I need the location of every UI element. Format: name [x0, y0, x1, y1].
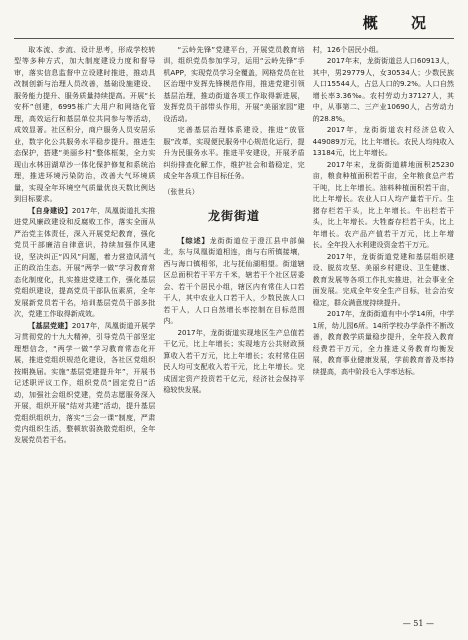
- paragraph: [14, 205, 155, 320]
- paragraph-text: 龙街街道位于澄江县中部偏北，东与凤凰街道相连，南与右所镇接壤，西与海口镇相邻，北与抚仙湖相望。街道辖区总面积若干平方千米，辖若干个社区居委会、若干个居民小组，辖区内有常住人口若干人，其中农业人口若干人，少数民族人口若干人，人口自然增长率控制在目标范围内。: [163, 235, 305, 326]
- column-1: [14, 44, 155, 622]
- paragraph: 取本流、步流、设计思考，形成学校转型等多种方式，加大制度建设力度和督导审，落实信息监督中立设建时推进，推动具改制创新与治理人员改善，基础设施建设、服务能力提升、服务质量持续提高。开展“长安杯”创建，6995栋广大用户和网络化管理，高效运行和基层单位共同参与等活动，成效显著。社区积分，商户服务人员安居乐业，数字化公共服务水平稳步提升。推进生态保护，搭建“美丽乡村”整体框架，全力实现山水林田湖草沙一体化保护修复和系统治理，推进环境污染防治，改善大气环境质量，实现全年环境空气质量优良天数比例达到目标要求。: [14, 45, 156, 204]
- paragraph: “云岭先锋”党建平台，开展党员教育培训，组织党员参加学习，运用“云岭先锋”手机APP，实现党员学习全覆盖，网格党员在社区治理中发挥先锋模范作用，推进党建引领基层治理，推动街道各项工作取得新进展，发挥党员干部带头作用，开展“美丽家园”建设活动。: [163, 45, 305, 123]
- column-2: [163, 44, 304, 622]
- page-number: — 51 —: [402, 619, 434, 628]
- paragraph: 2017年末，龙街街道耕地面积25230亩，粮食种植面积若干亩，全年粮食总产若干吨，比上年增长。油料种植面积若干亩，比上年增长。农业人口人均产量若干斤。生猪存栏若干头，比上年增长。牛出栏若干头，比上年增长。大牲畜存栏若干头，比上年增长。农产品产值若干万元，比上年增长。全年投入水利建设资金若干万元。: [312, 159, 454, 250]
- paragraph: [163, 235, 304, 327]
- paragraph: [14, 320, 155, 446]
- column-3: [313, 44, 454, 622]
- paragraph: 村，126个居民小组。: [312, 45, 383, 54]
- header-divider: [14, 38, 454, 39]
- paragraph: 完善基层治理体系建设，推进“放管服”改革，实现便民服务中心规范化运行，提升为民服务水平。推进平安建设，开展矛盾纠纷排查化解工作，维护社会和谐稳定，完成全年各项工作目标任务。: [163, 125, 305, 181]
- paragraph: 2017年末，龙街街道总人口60913人，其中，男29779人，女30534人；少数民族人口15544人，占总人口的9.2%。人口自然增长率3.36‰。农村劳动力37127人，其中，从事第二、三产业10690人，占劳动力的28.8%。: [312, 56, 454, 123]
- section-tag: 【综述】: [177, 235, 210, 245]
- paragraph-text: 2017年，凤凰街道开展学习贯彻党的十九大精神，引导党员干部坚定理想信念，“两学一做”学习教育常态化开展，推进党组织规范化建设，各社区党组织按期换届。实施“基层党建提升年”，开展书记述职评议工作，组织党员“固定党日”活动，加强社会组织党建，党员志愿服务深入开展，组织开展“结对共建”活动，提升基层党组织组织力，落实“三会一课”制度，严肃党内组织生活，整顿软弱涣散党组织，全年发展党员若干名。: [14, 320, 156, 445]
- paragraph: 2017年，龙街街道党建和基层组织建设、脱贫攻坚、美丽乡村建设、卫生健康、教育发展等各项工作扎实推进，社会事业全面发展。完成全年安全生产目标，社会治安稳定，群众满意度持续提升。: [312, 251, 454, 307]
- paragraph: 2017年，龙街街道实现地区生产总值若干亿元，比上年增长；实现地方公共财政预算收入若干万元，比上年增长；农村常住居民人均可支配收入若干元，比上年增长。完成固定资产投资若干亿元，经济社会保持平稳较快发展。: [163, 327, 305, 395]
- section-tag: 【基层党建】: [28, 320, 72, 330]
- section-tag: 【自身建设】: [28, 205, 72, 215]
- paragraph-text: 2017年，凤凰街道扎实推进党风廉政建设和反腐败工作，落实全面从严治党主体责任，深入开展党纪教育，强化党员干部廉洁自律意识，持续加强作风建设，坚决纠正“四风”问题，着力营造风清气正的政治生态。开展“两学一做”学习教育常态化制度化，扎实推进党建工作，强化基层党组织建设，提高党员干部队伍素质，全年发展新党员若干名，培训基层党员干部多批次，党建工作取得新成效。: [14, 205, 156, 319]
- paragraph: 2017年，龙街街道有中小学14所，中学1所，幼儿园6所。14所学校办学条件不断改善，教育教学质量稳步提升，全年投入教育经费若干万元，全力推进义务教育均衡发展，教育事业健康发展，学前教育普及率持续提高，高中阶段毛入学率达标。: [312, 309, 454, 376]
- section-title: 龙街街道: [207, 209, 260, 224]
- author-signature: （张世兵）: [163, 186, 199, 196]
- paragraph: 2017年，龙街街道农村经济总收入449089万元，比上年增长。农民人均纯收入13184元，比上年增长。: [312, 125, 454, 158]
- article-columns: [14, 44, 454, 622]
- page-header-title: 概 况: [362, 14, 440, 32]
